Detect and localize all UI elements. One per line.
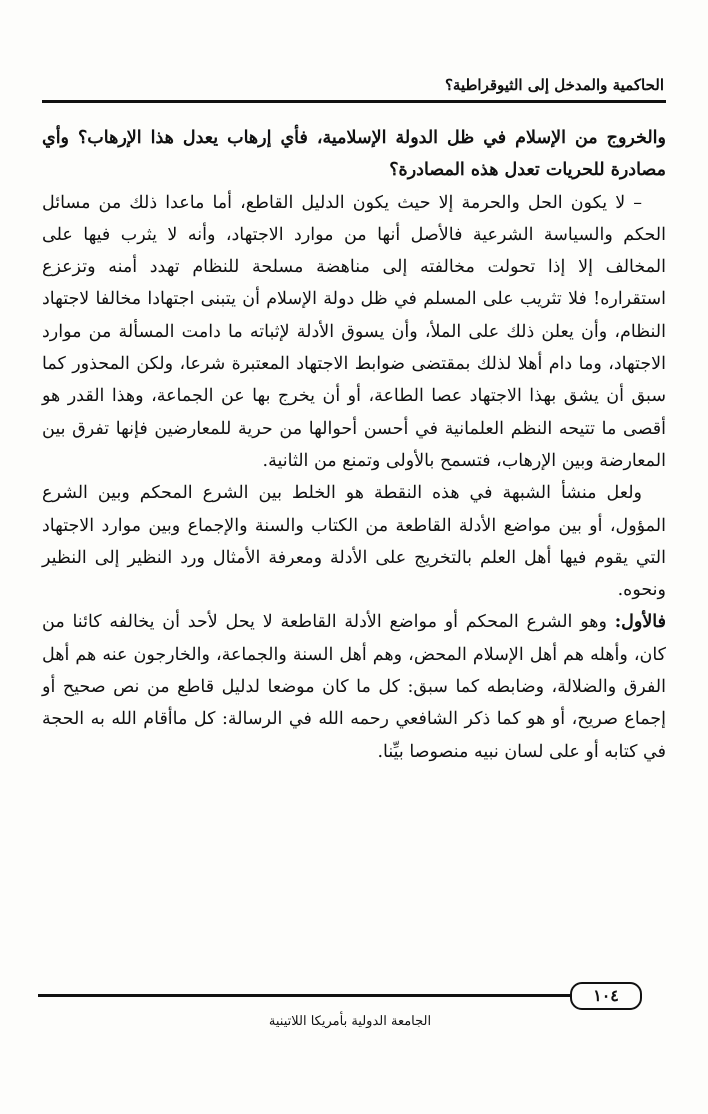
- footer-university-name: الجامعة الدولية بأمريكا اللاتينية: [268, 1014, 432, 1029]
- header-divider: [42, 100, 666, 103]
- page-number: ١٠٤: [570, 982, 642, 1010]
- paragraph-3-lead: فالأول:: [614, 612, 666, 633]
- running-header-title: الحاكمية والمدخل إلى الثيوقراطية؟: [444, 76, 664, 94]
- paragraph-1: – لا يكون الحل والحرمة إلا حيث يكون الدليل القاطع، أما ماعدا ذلك من مسائل الحكم والسياسة الشرعية فالأصل أنها من موارد الاجتهاد، وأنه لا يثرب فيها على المخالف إلا إذا تحولت مخالفته إلى مناهضة مسلحة للنظام تهدد أمنه وتزعزع استقراره! فلا تثريب على المسلم في ظل دولة الإسلام أن يتبنى اجتهادا مخالفا لاجتهاد النظام، وأن يعلن ذلك على الملأ، وأن يسوق الأدلة لإثباته ما دامت المسألة من موارد الاجتهاد، وما دام أهلا لذلك بمقتضى ضوابط الاجتهاد المعتبرة شرعا، ولكن المحذور كما سبق أن يشق بهذا الاجتهاد عصا الطاعة، أو أن يخرج بها عن الجماعة، وهذا القدر هو أقصى ما تتيحه النظم العلمانية في أحسن أحوالها من حرية للمعارضين فإنها تفرق بين المعارضة وبين الإرهاب، فتسمح بالأولى وتمنع من الثانية.: [42, 192, 666, 471]
- paragraph-3: [42, 606, 666, 767]
- footer-divider: [38, 994, 612, 997]
- paragraph-3-text: وهو الشرع المحكم أو مواضع الأدلة القاطعة لا يحل لأحد أن يخالفه كائنا من كان، وأهله هم أهل الإسلام المحض، وهم أهل السنة والجماعة، والخارجون عنه هم أهل الفرق والضلالة، وضابطه كما سبق: كل ما كان موضعا لدليل قاطع من نص صحيح أو إجماع صريح، أو هو كما ذكر الشافعي رحمه الله في الرسالة: كل ماأقام الله به الحجة في كتابه أو على لسان نبيه منصوصا بيِّنا.: [42, 612, 666, 762]
- paragraph-2: ولعل منشأ الشبهة في هذه النقطة هو الخلط بين الشرع المحكم وبين الشرع المؤول، أو بين مواضع الأدلة القاطعة من الكتاب والسنة والإجماع وبين موارد الاجتهاد التي يقوم فيها أهل العلم بالتخريج على الأدلة ومعرفة الأمثال ورد النظير إلى النظير ونحوه.: [42, 483, 666, 601]
- body-text: [42, 122, 666, 768]
- intro-paragraph: والخروج من الإسلام في ظل الدولة الإسلامية، فأي إرهاب يعدل هذا الإرهاب؟ وأي مصادرة للحريات تعدل هذه المصادرة؟: [42, 128, 666, 181]
